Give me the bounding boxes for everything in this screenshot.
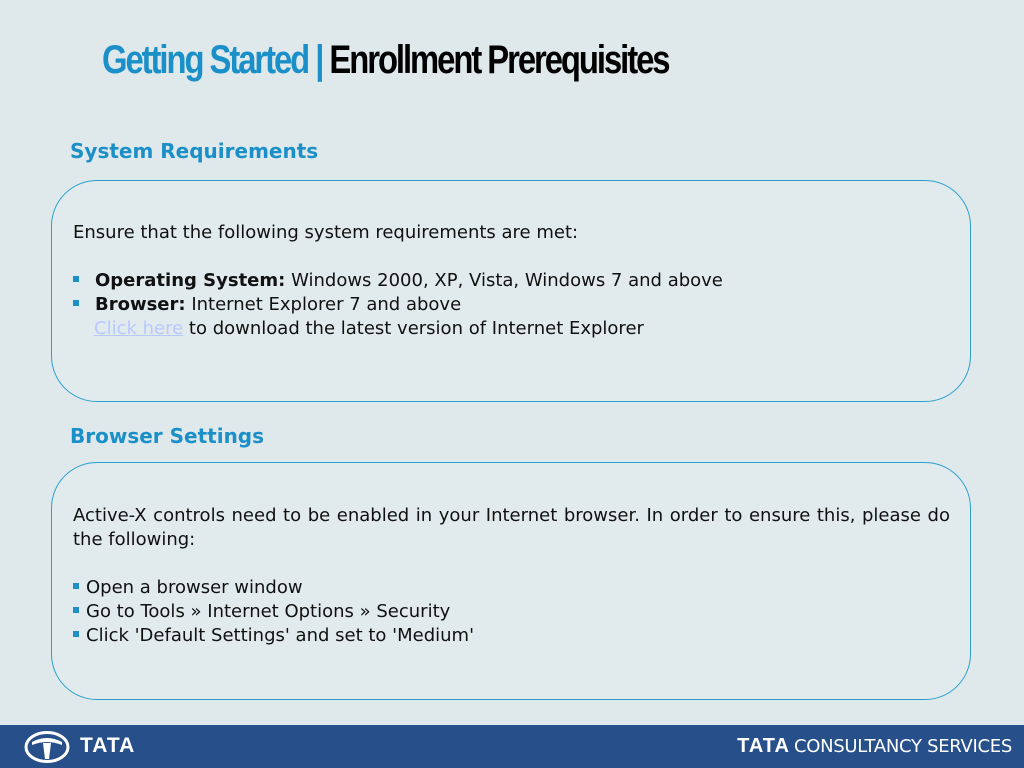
browser-settings-panel <box>51 462 971 700</box>
tcs-brand-rest: CONSULTANCY SERVICES <box>793 736 1012 757</box>
system-requirements-heading: System Requirements <box>70 139 319 163</box>
requirement-operating-system <box>73 269 950 293</box>
step-item <box>73 600 950 624</box>
tata-brand-text: TATA <box>80 734 136 757</box>
tata-logo-icon <box>24 730 70 764</box>
step-item <box>73 576 950 600</box>
step-text: Click 'Default Settings' and set to 'Medium' <box>86 625 475 646</box>
square-bullet-icon <box>73 276 79 282</box>
requirement-browser <box>73 293 950 317</box>
system-requirements-intro: Ensure that the following system requirements are met: <box>73 222 579 243</box>
step-item <box>73 624 950 648</box>
requirement-value: Internet Explorer 7 and above <box>191 294 462 315</box>
download-line <box>73 317 950 341</box>
title-lead: Getting Started | <box>102 38 323 82</box>
title-rest: Enrollment Prerequisites <box>329 38 669 82</box>
requirement-label: Operating System: <box>95 270 286 291</box>
system-requirements-list <box>73 269 950 317</box>
square-bullet-icon <box>73 631 79 637</box>
requirement-label: Browser: <box>95 294 186 315</box>
browser-settings-heading: Browser Settings <box>70 424 265 448</box>
square-bullet-icon <box>73 583 79 589</box>
tcs-brand <box>737 735 1012 758</box>
browser-settings-steps <box>73 576 950 648</box>
page-title <box>102 38 668 83</box>
requirement-value: Windows 2000, XP, Vista, Windows 7 and above <box>291 270 723 291</box>
download-line-text: to download the latest version of Internet Explorer <box>188 318 644 339</box>
square-bullet-icon <box>73 607 79 613</box>
step-text: Go to Tools » Internet Options » Security <box>86 601 451 622</box>
system-requirements-body <box>73 221 950 341</box>
download-ie-link[interactable]: Click here <box>94 318 184 339</box>
browser-settings-intro: Active-X controls need to be enabled in your Internet browser. In order to ensure this, please do the following: <box>73 505 950 550</box>
tcs-brand-bold: TATA <box>737 735 790 757</box>
system-requirements-panel <box>51 180 971 402</box>
browser-settings-body <box>73 504 950 648</box>
footer-bar <box>0 725 1024 768</box>
square-bullet-icon <box>73 300 79 306</box>
step-text: Open a browser window <box>86 577 303 598</box>
